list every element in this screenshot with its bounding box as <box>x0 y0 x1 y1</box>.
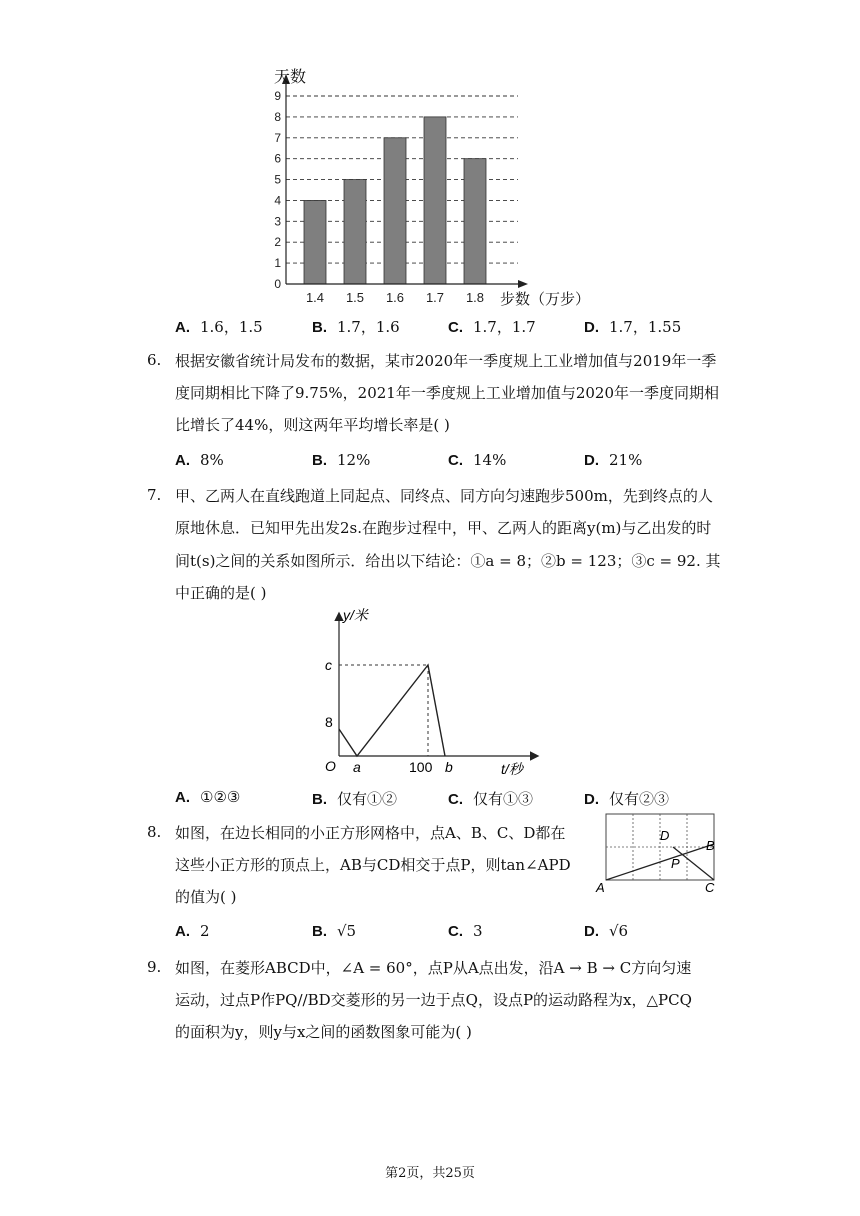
option-letter: A. <box>175 923 190 940</box>
option-letter: B. <box>312 452 327 469</box>
q8-line-1: 如图，在边长相同的小正方形网格中，点A、B、C、D都在 <box>175 824 566 842</box>
y-tick-label: 1 <box>274 256 281 271</box>
question-number: 9. <box>147 958 162 976</box>
bar-chart <box>260 60 600 310</box>
q6-option-c[interactable] <box>448 451 506 469</box>
y-tick-label: 8 <box>274 109 281 124</box>
y-tick-label: 9 <box>274 89 281 103</box>
q9-line-1: 如图，在菱形ABCD中，∠A = 60°，点P从A点出发，沿A → B → C方向匀速 <box>175 959 692 977</box>
q8-line-2: 这些小正方形的顶点上，AB与CD相交于点P，则tan∠APD <box>175 856 571 874</box>
q5-option-a[interactable] <box>175 316 263 337</box>
point-d: D <box>660 828 670 843</box>
option-letter: D. <box>584 452 599 469</box>
q8-option-a[interactable] <box>175 922 210 940</box>
y-tick-label: 5 <box>274 172 281 187</box>
option-text: ①②③ <box>200 788 241 806</box>
q9-line-2: 运动，过点P作PQ//BD交菱形的另一边于点Q，设点P的运动路程为x，△PCQ <box>175 991 692 1009</box>
x-tick-label: 1.5 <box>345 290 365 305</box>
q9-line-3: 的面积为y，则y与x之间的函数图象可能为( ) <box>175 1023 472 1041</box>
q8-line-3: 的值为( ) <box>175 888 237 906</box>
q7-option-d[interactable] <box>584 788 669 809</box>
option-text: √5 <box>337 922 357 940</box>
y-axis-title: 天数 <box>274 69 307 86</box>
hundred-label: 100 <box>409 759 433 775</box>
option-letter: A. <box>175 319 190 336</box>
option-letter: C. <box>448 452 463 469</box>
bar <box>344 180 366 284</box>
grid-figure <box>594 808 724 894</box>
y-axis-label: y/米 <box>343 608 368 623</box>
q8-option-c[interactable] <box>448 922 483 940</box>
option-letter: D. <box>584 923 599 940</box>
x-tick-label: 1.6 <box>385 290 405 305</box>
option-letter: A. <box>175 789 190 806</box>
option-text: 1.7，1.7 <box>473 318 536 336</box>
option-text: 1.7，1.55 <box>609 318 682 336</box>
page-footer: 第2页，共25页 <box>385 1166 475 1181</box>
x-axis-arrow <box>518 280 528 288</box>
y-tick-label: 4 <box>274 193 281 208</box>
bar <box>384 138 406 284</box>
option-text: 仅有①② <box>337 790 398 808</box>
question-number: 8. <box>147 823 162 841</box>
distance-time-graph <box>315 608 545 780</box>
y-tick-label: 7 <box>274 130 281 145</box>
option-letter: B. <box>312 319 327 336</box>
option-text: 14% <box>473 451 507 469</box>
q6-line-2: 度同期相比下降了9.75%，2021年一季度规上工业增加值与2020年一季度同期相 <box>175 384 720 402</box>
point-b: B <box>706 838 715 853</box>
option-letter: C. <box>448 923 463 940</box>
y-tick-label: 2 <box>274 235 281 250</box>
a-label: a <box>353 759 361 775</box>
q5-option-b[interactable] <box>312 316 400 337</box>
option-letter: A. <box>175 452 190 469</box>
q7-line-3: 间t(s)之间的关系如图所示．给出以下结论：①a = 8；②b = 123；③c = 92. 其 <box>175 552 721 570</box>
x-tick-label: 1.8 <box>465 290 485 305</box>
q7-line-1: 甲、乙两人在直线跑道上同起点、同终点、同方向匀速跑步500m，先到终点的人 <box>175 487 713 505</box>
option-text: 2 <box>200 922 210 940</box>
option-letter: D. <box>584 791 599 808</box>
bar <box>464 159 486 284</box>
option-text: 1.7，1.6 <box>337 318 400 336</box>
option-text: √6 <box>609 922 629 940</box>
bar <box>304 200 326 284</box>
q7-option-c[interactable] <box>448 788 533 809</box>
option-letter: C. <box>448 319 463 336</box>
q7-option-a[interactable] <box>175 788 240 806</box>
option-text: 仅有①③ <box>473 790 534 808</box>
option-letter: D. <box>584 319 599 336</box>
c-label: c <box>325 657 332 673</box>
option-letter: C. <box>448 791 463 808</box>
point-c: C <box>705 880 715 894</box>
eight-label: 8 <box>325 714 333 730</box>
q6-option-a[interactable] <box>175 451 224 469</box>
q6-option-b[interactable] <box>312 451 370 469</box>
option-text: 1.6，1.5 <box>200 318 263 336</box>
question-number: 6. <box>147 351 162 369</box>
x-tick-label: 1.7 <box>425 290 445 305</box>
y-tick-label: 3 <box>274 214 281 229</box>
q6-line-3: 比增长了44%，则这两年平均增长率是( ) <box>175 416 450 434</box>
b-label: b <box>445 759 453 775</box>
y-tick-label: 6 <box>274 151 281 166</box>
x-axis-label: t/秒 <box>501 761 523 777</box>
q7-line-2: 原地休息．已知甲先出发2s.在跑步过程中，甲、乙两人的距离y(m)与乙出发的时 <box>175 519 712 537</box>
question-number: 7. <box>147 486 162 504</box>
option-text: 21% <box>609 451 643 469</box>
q7-line-4: 中正确的是( ) <box>175 584 267 602</box>
q5-option-c[interactable] <box>448 316 536 337</box>
point-a: A <box>596 880 605 894</box>
point-p: P <box>671 856 680 871</box>
q8-option-b[interactable] <box>312 922 356 940</box>
option-text: 3 <box>473 922 483 940</box>
option-letter: B. <box>312 791 327 808</box>
y-tick-label: 0 <box>274 277 281 291</box>
q6-line-1: 根据安徽省统计局发布的数据，某市2020年一季度规上工业增加值与2019年一季 <box>175 352 717 370</box>
q6-option-d[interactable] <box>584 451 642 469</box>
distance-curve <box>339 665 445 756</box>
option-text: 仅有②③ <box>609 790 670 808</box>
option-text: 12% <box>337 451 371 469</box>
bar <box>424 117 446 284</box>
origin-label: O <box>325 758 336 774</box>
x-tick-label: 1.4 <box>305 290 325 305</box>
option-letter: B. <box>312 923 327 940</box>
q7-option-b[interactable] <box>312 788 397 809</box>
option-text: 8% <box>200 451 224 469</box>
q5-option-d[interactable] <box>584 316 681 337</box>
q8-option-d[interactable] <box>584 922 628 940</box>
x-axis-title: 步数（万步） <box>500 291 591 308</box>
